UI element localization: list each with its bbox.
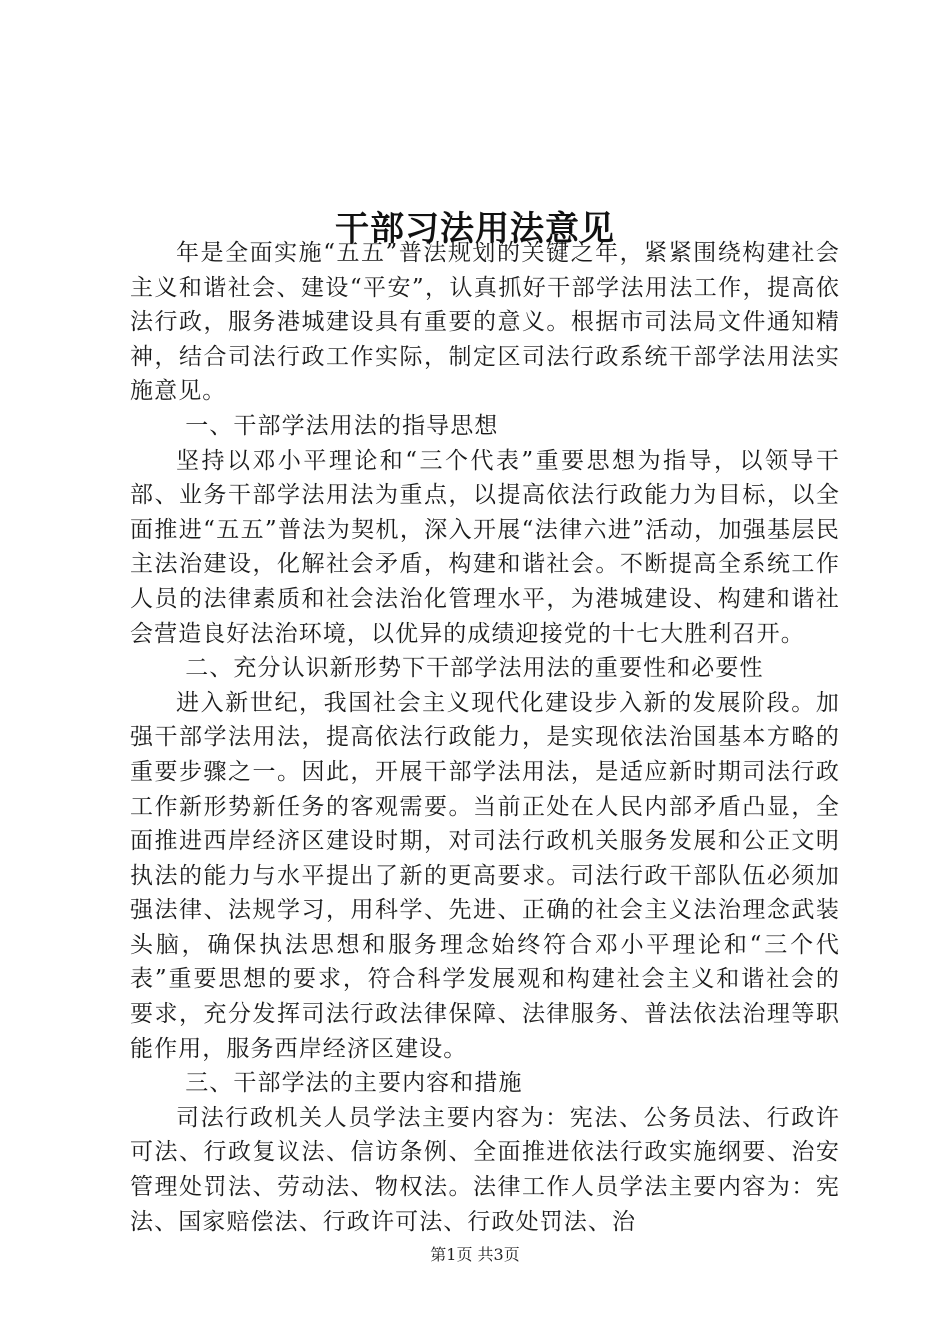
section-1-paragraph: 坚持以邓小平理论和“三个代表”重要思想为指导，以领导干部、业务干部学法用法为重点，以提高依法行政能力为目标，以全面推进“五五”普法为契机，深入开展“法律六进”活动，加强基层民主法治建设，化解社会矛盾，构建和谐社会。不断提高全系统工作人员的法律素质和社会法治化管理水平，为港城建设、构建和谐社会营造良好法治环境，以优异的成绩迎接党的十七大胜利召开。 <box>130 447 840 647</box>
intro-paragraph: 年是全面实施“五五”普法规划的关键之年，紧紧围绕构建社会主义和谐社会、建设“平安”，认真抓好干部学法用法工作，提高依法行政，服务港城建设具有重要的意义。根据市司法局文件通知精神，结合司法行政工作实际，制定区司法行政系统干部学法用法实施意见。 <box>130 240 840 405</box>
section-1-heading: 一、干部学法用法的指导思想 <box>185 412 499 439</box>
section-3-heading: 三、干部学法的主要内容和措施 <box>185 1070 523 1097</box>
section-2-paragraph: 进入新世纪，我国社会主义现代化建设步入新的发展阶段。加强干部学法用法，提高依法行政能力，是实现依法治国基本方略的重要步骤之一。因此，开展干部学法用法，是适应新时期司法行政工作新形势新任务的客观需要。当前正处在人民内部矛盾凸显，全面推进西岸经济区建设时期，对司法行政机关服务发展和公正文明执法的能力与水平提出了新的更高要求。司法行政干部队伍必须加强法律、法规学习，用科学、先进、正确的社会主义法治理念武装头脑，确保执法思想和服务理念始终符合邓小平理论和“三个代表”重要思想的要求，符合科学发展观和构建社会主义和谐社会的要求，充分发挥司法行政法律保障、法律服务、普法依法治理等职能作用，服务西岸经济区建设。 <box>130 689 840 1062</box>
document-body <box>130 236 840 1239</box>
section-3-paragraph: 司法行政机关人员学法主要内容为：宪法、公务员法、行政许可法、行政复议法、信访条例、全面推进依法行政实施纲要、治安管理处罚法、劳动法、物权法。法律工作人员学法主要内容为：宪法、国家赔偿法、行政许可法、行政处罚法、治 <box>130 1104 840 1235</box>
document-title: 干部习法用法意见 <box>335 208 615 249</box>
section-2-heading: 二、充分认识新形势下干部学法用法的重要性和必要性 <box>185 655 764 682</box>
page-number-footer: 第1页 共3页 <box>430 1245 520 1264</box>
